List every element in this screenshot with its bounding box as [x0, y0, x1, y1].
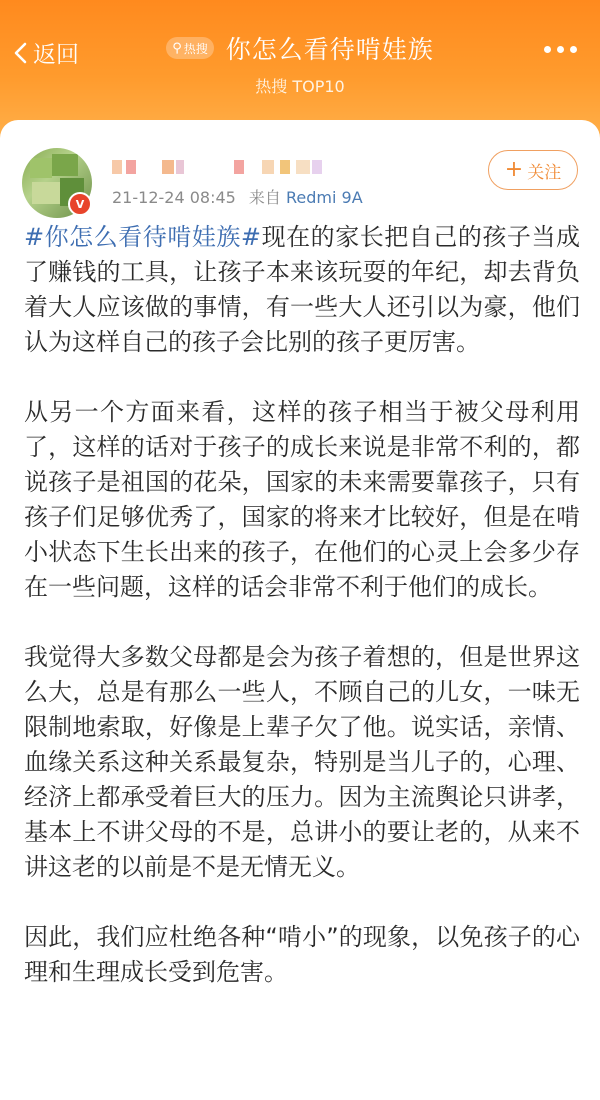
follow-button[interactable]	[488, 150, 578, 190]
post-paragraph: 我觉得大多数父母都是会为孩子着想的，但是世界这么大，总是有那么一些人，不顾自己的儿女，一味无限制地索取，好像是上辈子欠了他。说实话，亲情、血缘关系这种关系最复杂，特别是当儿子的，心理、经济上都承受着巨大的压力。因为主流舆论只讲孝，基本上不讲父母的不是，总讲小的要让老的，从来不讲这老的以前是不是无情无义。	[24, 643, 580, 881]
back-label: 返回	[33, 42, 79, 68]
follow-label: 关注	[527, 162, 562, 183]
post-body	[24, 220, 580, 1025]
verified-badge-icon: V	[68, 192, 92, 216]
topic-header	[0, 30, 600, 97]
header	[0, 0, 600, 140]
post-time: 21-12-24 08:45	[112, 188, 236, 207]
search-icon: ⚲	[172, 40, 182, 56]
hashtag-link[interactable]: #你怎么看待啃娃族#	[24, 223, 262, 251]
post-paragraph: 从另一个方面来看，这样的孩子相当于被父母利用了，这样的话对于孩子的成长来说是非常不利的，都说孩子是祖国的花朵，国家的未来需要靠孩子，只有孩子们足够优秀了，国家的将来才比较好，但是在啃小状态下生长出来的孩子，在他们的心灵上会多少存在一些问题，这样的话会非常不利于他们的成长。	[24, 398, 580, 601]
post-meta	[112, 185, 363, 208]
page-subtitle: 热搜 TOP10	[255, 77, 345, 96]
page-title: 你怎么看待啃娃族	[225, 35, 434, 64]
source-prefix: 来自	[248, 188, 281, 207]
device-name: Redmi 9A	[286, 188, 363, 207]
post-paragraph	[24, 220, 580, 360]
hot-search-badge	[166, 37, 214, 59]
hot-badge-label: 热搜	[183, 41, 208, 56]
more-options-button[interactable]	[544, 46, 578, 54]
paragraph-text: 现在的家长把自己的孩子当成了赚钱的工具，让孩子本来该玩耍的年纪，却去背负着大人应该做的事情，有一些大人还引以为豪，他们认为这样自己的孩子会比别的孩子更厉害。	[24, 223, 581, 356]
plus-icon: +	[504, 157, 524, 182]
post-paragraph: 因此，我们应杜绝各种“啃小”的现象，以免孩子的心理和生理成长受到危害。	[24, 923, 580, 986]
username-blurred[interactable]	[112, 154, 332, 180]
